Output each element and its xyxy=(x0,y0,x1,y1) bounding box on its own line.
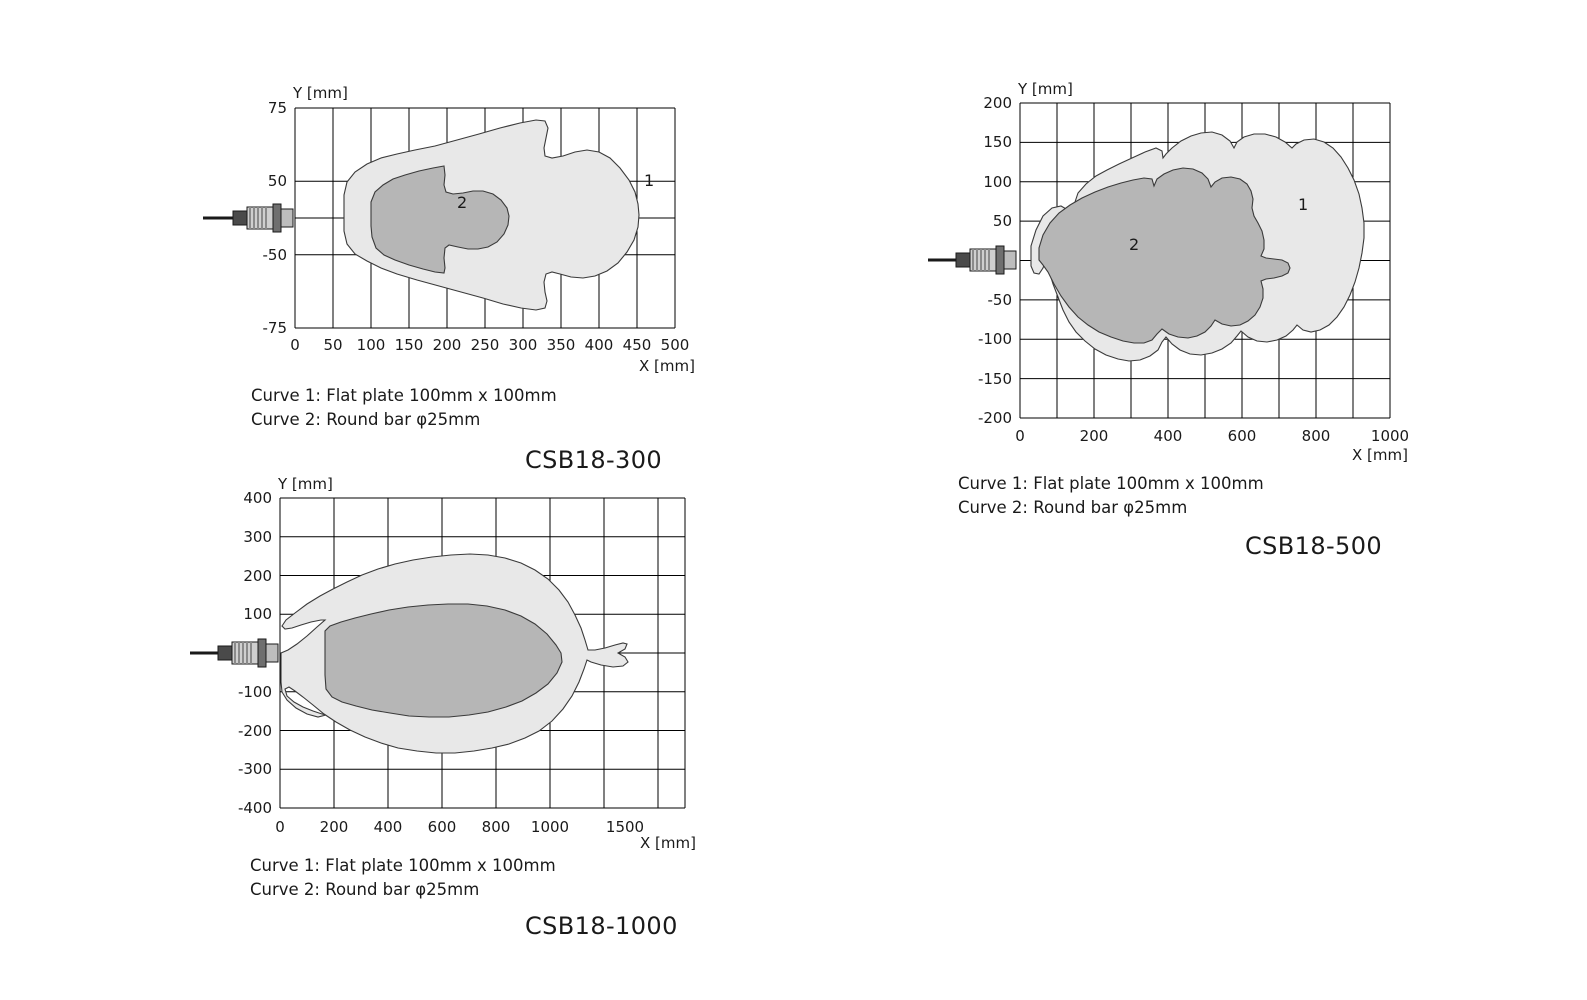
x-tick-0: 0 xyxy=(290,336,300,354)
plot-area-csb18-300 xyxy=(195,78,715,378)
legend-line-1: Curve 1: Flat plate 100mm x 100mm xyxy=(251,386,557,405)
curve-2-annotation: 2 xyxy=(457,193,468,212)
y-tick-neg100: -100 xyxy=(237,683,272,701)
y-tick-200: 200 xyxy=(983,94,1012,112)
x-axis-title: X [mm] xyxy=(1352,446,1408,464)
x-tick-600: 600 xyxy=(1227,427,1257,445)
y-axis-title: Y [mm] xyxy=(278,475,333,493)
y-axis-title: Y [mm] xyxy=(1018,80,1073,98)
y-tick-neg200: -200 xyxy=(237,722,272,740)
y-tick-neg400: -400 xyxy=(237,799,272,817)
proximity-sensor-icon xyxy=(203,204,293,232)
y-tick-neg50: -50 xyxy=(987,291,1012,309)
model-title-csb18-300: CSB18-300 xyxy=(525,445,663,474)
y-tick-neg100: -100 xyxy=(977,330,1012,348)
legend-csb18-300 xyxy=(251,384,715,432)
legend-csb18-1000 xyxy=(250,854,715,902)
plot-svg-csb18-300 xyxy=(195,78,715,378)
x-tick-200: 200 xyxy=(319,818,349,836)
plot-svg-csb18-1000 xyxy=(185,470,715,850)
y-tick-400: 400 xyxy=(243,489,272,507)
x-tick-300: 300 xyxy=(508,336,538,354)
y-tick-75: 75 xyxy=(267,99,287,117)
x-tick-250: 250 xyxy=(470,336,500,354)
legend-line-1: Curve 1: Flat plate 100mm x 100mm xyxy=(958,474,1264,493)
x-tick-800: 800 xyxy=(1301,427,1331,445)
chart-csb18-300 xyxy=(195,78,715,474)
x-tick-400: 400 xyxy=(373,818,403,836)
x-tick-0: 0 xyxy=(275,818,285,836)
legend-line-2: Curve 2: Round bar φ25mm xyxy=(251,409,481,429)
x-tick-50: 50 xyxy=(323,336,343,354)
x-tick-500: 500 xyxy=(660,336,690,354)
curve-2-annotation: 2 xyxy=(1129,235,1140,254)
x-axis-title: X [mm] xyxy=(640,834,696,850)
x-tick-400: 400 xyxy=(1153,427,1183,445)
y-tick-100: 100 xyxy=(983,173,1012,191)
proximity-sensor-icon xyxy=(928,246,1016,274)
model-title-csb18-1000: CSB18-1000 xyxy=(525,911,678,940)
plot-area-csb18-500 xyxy=(900,78,1420,468)
plot-svg-csb18-500 xyxy=(900,78,1420,468)
y-tick-150: 150 xyxy=(983,133,1012,151)
x-tick-0: 0 xyxy=(1015,427,1025,445)
legend-line-2: Curve 2: Round bar φ25mm xyxy=(250,879,480,899)
x-tick-1500: 1500 xyxy=(605,818,645,836)
x-tick-1000: 1000 xyxy=(1370,427,1410,445)
legend-csb18-500 xyxy=(958,472,1420,520)
y-tick-neg50: -50 xyxy=(262,246,287,264)
x-tick-400: 400 xyxy=(584,336,614,354)
chart-csb18-1000 xyxy=(185,470,715,940)
y-tick-300: 300 xyxy=(243,528,272,546)
x-tick-150: 150 xyxy=(394,336,424,354)
x-tick-450: 450 xyxy=(622,336,652,354)
x-tick-200: 200 xyxy=(432,336,462,354)
y-tick-neg300: -300 xyxy=(237,760,272,778)
y-tick-200: 200 xyxy=(243,567,272,585)
legend-line-2: Curve 2: Round bar φ25mm xyxy=(958,497,1188,517)
y-tick-100: 100 xyxy=(243,605,272,623)
curve-1-annotation: 1 xyxy=(1298,195,1309,214)
proximity-sensor-icon xyxy=(190,639,278,667)
y-tick-neg200: -200 xyxy=(977,409,1012,427)
y-tick-neg150: -150 xyxy=(977,370,1012,388)
legend-line-1: Curve 1: Flat plate 100mm x 100mm xyxy=(250,856,556,875)
curve-1-annotation: 1 xyxy=(644,171,655,190)
y-tick-50: 50 xyxy=(267,172,287,190)
model-title-csb18-500: CSB18-500 xyxy=(1245,531,1383,560)
x-tick-350: 350 xyxy=(546,336,576,354)
x-tick-100: 100 xyxy=(356,336,386,354)
y-tick-neg75: -75 xyxy=(262,319,287,337)
y-axis-title: Y [mm] xyxy=(293,84,348,102)
x-tick-600: 600 xyxy=(427,818,457,836)
x-axis-title: X [mm] xyxy=(639,357,695,375)
chart-csb18-500 xyxy=(900,78,1420,560)
x-tick-800: 800 xyxy=(481,818,511,836)
x-tick-200: 200 xyxy=(1079,427,1109,445)
plot-area-csb18-1000 xyxy=(185,470,715,850)
x-tick-1000: 1000 xyxy=(530,818,570,836)
y-tick-50: 50 xyxy=(992,212,1012,230)
